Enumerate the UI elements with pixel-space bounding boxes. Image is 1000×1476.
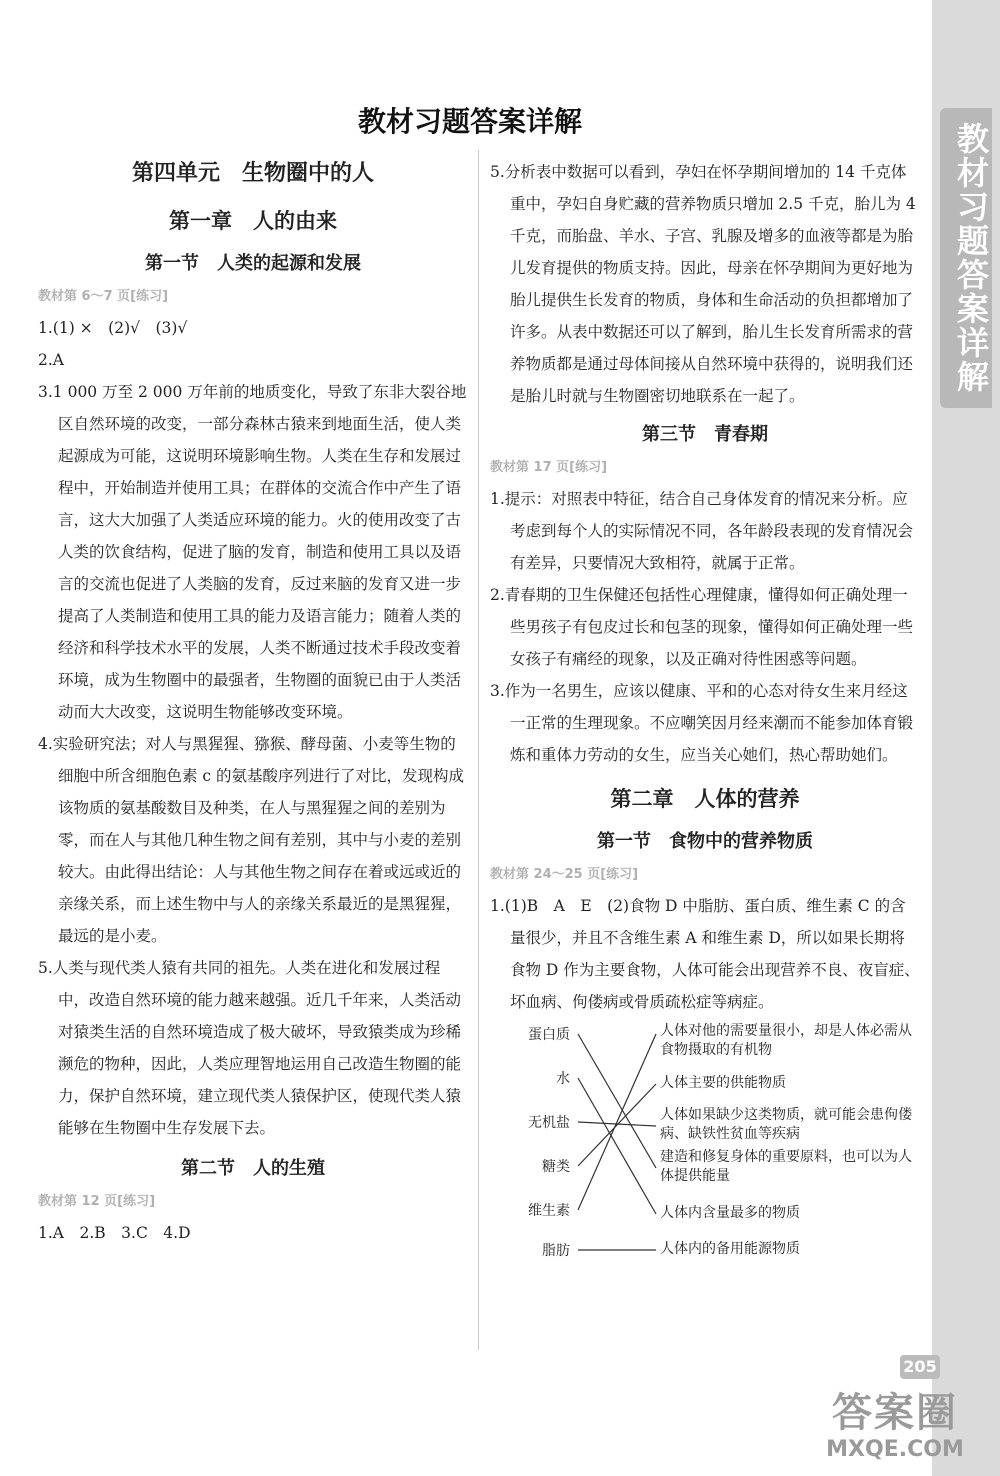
watermark-main: 答案圈 bbox=[832, 1390, 958, 1436]
textbook-reference: 教材第 24～25 页[练习] bbox=[490, 867, 639, 882]
section-title: 第二节 人的生殖 bbox=[181, 1158, 325, 1179]
answer-item: 1.A 2.B 3.C 4.D bbox=[38, 1224, 191, 1242]
textbook-reference: 教材第 6～7 页[练习] bbox=[38, 289, 169, 304]
answer-item: 2.青春期的卫生保健还包括性心理健康，懂得如何正确处理一些男孩子有包皮过长和包茎的现象，懂得如何正确处理一些女孩子有痛经的现象，以及正确对待性困惑等问题。 bbox=[490, 586, 914, 668]
page-title: 教材习题答案详解 bbox=[357, 105, 582, 138]
page-number: 205 bbox=[900, 1355, 940, 1379]
chapter-title: 第一章 人的由来 bbox=[169, 209, 337, 233]
section-title: 第一节 食物中的营养物质 bbox=[597, 831, 813, 852]
answer-item: 4.实验研究法；对人与黑猩猩、猕猴、酵母菌、小麦等生物的细胞中所含细胞色素 c 的氨基酸序列进行了对比，发现构成该物质的氨基酸数目及种类，在人与黑猩猩之间的差别为零，而在人与其他几种生物之间有差别，其中与小麦的差别较大。由此得出结论：人与其他生物之间存在着或远或近的亲缘关系，而上述生物中与人的亲缘关系最近的是黑猩猩，最远的是小麦。 bbox=[38, 735, 465, 945]
unit-title: 第四单元 生物圈中的人 bbox=[131, 161, 374, 186]
nutrient-label: 维生素 bbox=[528, 1203, 570, 1219]
chapter-title: 第二章 人体的营养 bbox=[610, 787, 800, 811]
answer-item: 1.(1)B A E (2)食物 D 中脂肪、蛋白质、维生素 C 的含量很少，并且不含维生素 A 和维生素 D，所以如果长期将食物 D 作为主要食物，人体可能会出现营养不良、夜盲症、坏血病、佝偻病或骨质疏松症等病症。 bbox=[490, 897, 920, 1011]
match-line bbox=[578, 1034, 656, 1168]
nutrient-label: 糖类 bbox=[542, 1159, 570, 1175]
column-divider bbox=[478, 150, 479, 1350]
side-tab-label: 教材习题答案详解 bbox=[940, 108, 992, 408]
nutrient-label: 蛋白质 bbox=[528, 1027, 570, 1043]
nutrient-label: 水 bbox=[556, 1071, 570, 1087]
answer-item: 3.作为一名男生，应该以健康、平和的心态对待女生来月经这一正常的生理现象。不应嘲笑因月经来潮而不能参加体育锻炼和重体力劳动的女生，应当关心她们，热心帮助她们。 bbox=[490, 682, 914, 764]
function-label: 人体主要的供能物质 bbox=[660, 1075, 786, 1091]
section-title: 第一节 人类的起源和发展 bbox=[145, 253, 361, 274]
side-tab-strip bbox=[932, 0, 1000, 1476]
answer-item: 2.A bbox=[38, 351, 64, 369]
answer-item: 5.分析表中数据可以看到，孕妇在怀孕期间增加的 14 千克体重中，孕妇自身贮藏的营养物质只增加 2.5 千克，胎儿为 4 千克，而胎盘、羊水、子宫、乳腺及增多的血液等都是为胎儿发育提供的物质支持。因此，母亲在怀孕期间为更好地为胎儿提供生长发育的物质，身体和生命活动的负担都增加了许多。从表中数据还可以了解到，胎儿生长发育所需求的营养物质都是通过母体间接从自然环境中获得的，说明我们还是胎儿时就与生物圈密切地联系在一起了。 bbox=[490, 163, 916, 405]
nutrient-label: 脂肪 bbox=[542, 1243, 570, 1259]
right-column bbox=[490, 156, 920, 1262]
textbook-reference: 教材第 12 页[练习] bbox=[38, 1194, 156, 1209]
answer-item: 5.人类与现代类人猿有共同的祖先。人类在进化和发展过程中，改造自然环境的能力越来越强。近几千年来，人类活动对猿类生活的自然环境造成了极大破坏，导致猿类成为珍稀濒危的物种，因此，人类应理智地运用自己改造生物圈的能力，保护自然环境，建立现代类人猿保护区，使现代类人猿能够在生物圈中生存发展下去。 bbox=[38, 959, 462, 1137]
watermark-url: MXQE.COM bbox=[826, 1437, 964, 1462]
answer-item: 3.1 000 万至 2 000 万年前的地质变化，导致了东非大裂谷地区自然环境的改变，一部分森林古猿来到地面生活，使人类起源成为可能，这说明环境影响生物。人类在生存和发展过程中，开始制造并使用工具；在群体的交流合作中产生了语言，这大大加强了人类适应环境的能力。火的使用改变了古人类的饮食结构，促进了脑的发育，制造和使用工具以及语言的交流也促进了人类脑的发育，反过来脑的发育又进一步提高了人类制造和使用工具的能力及语言能力；随着人类的经济和科学技术水平的发展，人类不断通过技术手段改变着环境，成为生物圈中的最强者，生物圈的面貌已由于人类活动而大大改变，这说明生物能够改变环境。 bbox=[38, 383, 467, 721]
function-label: 人体如果缺少这类物质，就可能会患佝偻病、缺铁性贫血等疾病 bbox=[660, 1107, 912, 1142]
textbook-reference: 教材第 17 页[练习] bbox=[490, 460, 608, 475]
matching-diagram bbox=[490, 1022, 920, 1262]
match-line bbox=[578, 1078, 656, 1214]
answer-item: 1.(1) × (2)√ (3)√ bbox=[38, 319, 188, 337]
function-label: 建造和修复身体的重要原料，也可以为人体提供能量 bbox=[660, 1149, 912, 1184]
nutrient-label: 无机盐 bbox=[528, 1115, 570, 1131]
function-label: 人体内含量最多的物质 bbox=[660, 1205, 800, 1221]
section-title: 第三节 青春期 bbox=[642, 424, 768, 445]
function-label: 人体内的备用能源物质 bbox=[660, 1241, 800, 1257]
answer-item: 1.提示：对照表中特征，结合自己身体发育的情况来分析。应考虑到每个人的实际情况不同，各年龄段表现的发育情况会有差异，只要情况大致相符，就属于正常。 bbox=[490, 490, 914, 572]
watermark-logo bbox=[800, 1388, 990, 1468]
function-label: 人体对他的需要量很小，却是人体必需从食物摄取的有机物 bbox=[660, 1023, 912, 1058]
left-column bbox=[38, 150, 468, 1249]
